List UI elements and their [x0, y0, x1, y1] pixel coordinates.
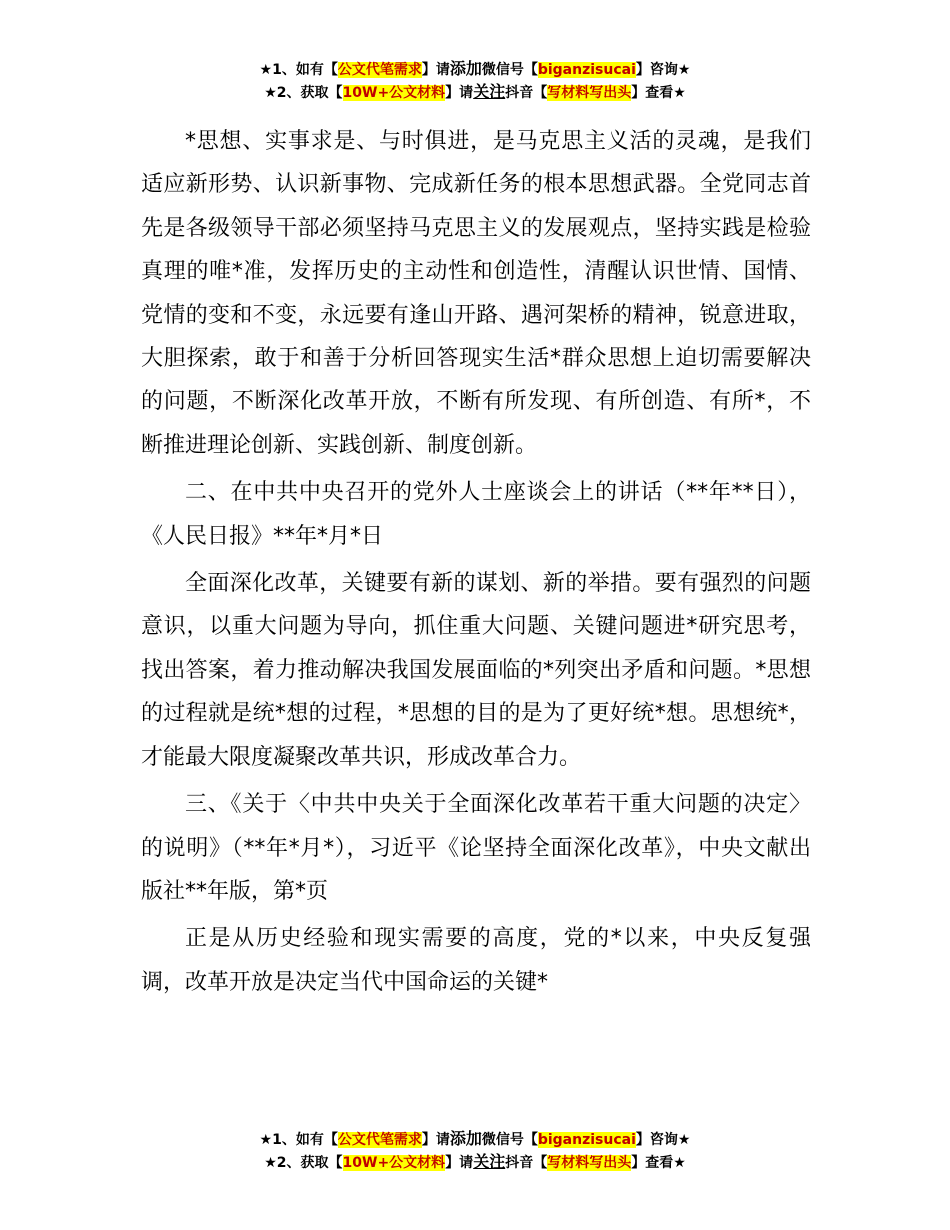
banner-highlight: 公文代笔需求 [337, 62, 422, 78]
banner-text: 抖音【 [505, 1155, 548, 1171]
footer-banner [0, 1128, 950, 1174]
banner-emphasis: 添加 [449, 1129, 482, 1148]
banner-highlight: 10W+公文材料 [342, 1155, 446, 1171]
banner-text: ★1、如有【 [259, 1132, 338, 1148]
banner-emphasis: 添加 [449, 59, 482, 78]
banner-text: 】查看★ [631, 1155, 686, 1171]
paragraph: *思想、实事求是、与时俱进，是马克思主义活的灵魂，是我们适应新形势、认识新事物、完成新任务的根本思想武器。全党同志首先是各级领导干部必须坚持马克思主义的发展观点，坚持实践是检验真理的唯*准，发挥历史的主动性和创造性，清醒认识世情、国情、党情的变和不变，永远要有逢山开路、遇河架桥的精神，锐意进取，大胆探索，敢于和善于分析回答现实生活*群众思想上迫切需要解决的问题，不断深化改革开放，不断有所发现、有所创造、有所*，不断推进理论创新、实践创新、制度创新。 [141, 129, 811, 458]
banner-emphasis: 关注 [473, 1152, 506, 1171]
banner-highlight: biganzisucai [537, 1132, 636, 1148]
header-banner [0, 58, 950, 104]
banner-text: ★1、如有【 [259, 62, 338, 78]
banner-line-2 [0, 81, 950, 104]
section-heading: 二、在中共中央召开的党外人士座谈会上的讲话（**年**日），《人民日报》**年*月*日 [141, 480, 811, 549]
banner-text: ★2、获取【 [264, 85, 343, 101]
banner-text: 抖音【 [505, 85, 548, 101]
paragraph: 正是从历史经验和现实需要的高度，党的*以来，中央反复强调，改革开放是决定当代中国命运的关键* [141, 926, 811, 995]
banner-line-2 [0, 1151, 950, 1174]
banner-line-1 [0, 58, 950, 81]
banner-text: ★2、获取【 [264, 1155, 343, 1171]
banner-text: 】咨询★ [635, 62, 691, 78]
banner-text: 】请 [445, 85, 474, 101]
paragraph: 全面深化改革，关键要有新的谋划、新的举措。要有强烈的问题意识，以重大问题为导向，抓住重大问题、关键问题进*研究思考，找出答案，着力推动解决我国发展面临的*列突出矛盾和问题。*思想的过程就是统*想的过程，*思想的目的是为了更好统*想。思想统*，才能最大限度凝聚改革共识，形成改革合力。 [141, 571, 811, 770]
section-heading: 三、《关于〈中共中央关于全面深化改革若干重大问题的决定〉的说明》（**年*月*），习近平《论坚持全面深化改革》，中央文献出版社**年版，第*页 [141, 792, 811, 904]
banner-emphasis: 关注 [473, 82, 506, 101]
banner-line-1 [0, 1128, 950, 1151]
banner-text: 】咨询★ [635, 1132, 691, 1148]
banner-highlight: 写材料写出头 [547, 85, 632, 101]
banner-text: 】请 [445, 1155, 474, 1171]
banner-text: 微信号【 [481, 1132, 538, 1148]
banner-text: 】请 [421, 1132, 450, 1148]
banner-text: 微信号【 [481, 62, 538, 78]
banner-text: 】查看★ [631, 85, 686, 101]
banner-highlight: 公文代笔需求 [337, 1132, 422, 1148]
document-body [141, 120, 811, 1008]
banner-highlight: biganzisucai [537, 62, 636, 78]
banner-highlight: 10W+公文材料 [342, 85, 446, 101]
banner-highlight: 写材料写出头 [547, 1155, 632, 1171]
banner-text: 】请 [421, 62, 450, 78]
